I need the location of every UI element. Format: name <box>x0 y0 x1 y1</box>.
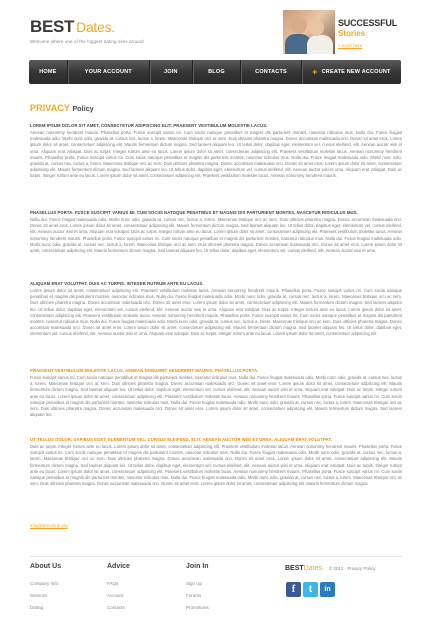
site-logo[interactable] <box>30 18 115 36</box>
section-heading: ALIQUAM ERAT VOLUTPAT. DUIS AC TURPIS. INTEGER RUTRUM ANTE EU LACUS. <box>30 281 204 286</box>
policy-section <box>30 210 402 254</box>
main-nav <box>29 60 401 84</box>
plus-user-icon: + <box>312 67 318 77</box>
nav-join[interactable]: JOIN <box>150 60 193 84</box>
footer-col-about <box>30 563 61 614</box>
policy-section <box>30 123 402 180</box>
footer-link[interactable]: Promotions <box>186 605 209 610</box>
policy-section <box>30 437 402 487</box>
logo-accent: Dates. <box>76 19 115 35</box>
section-text: Aenean nonummy hendrerit mauris. Phasellus porta. Fusce suscipit varius mi. Cum sociis natoque penatibus et magnis dis parturient montes, nascetur ridiculus mus. Nulla dui. Fusce feugiat malesuada odio. Morbi nunc odio, gravida at, cursus nec, luctus a, lorem. Maecenas tristique orci ac sem. Duis ultricies pharetra magna. Donec accumsan malesuada orci. Donec sit amet eros. Lorem ipsum dolor sit amet, consectetuer adipiscing elit. Mauris fermentum dictum magna. Sed laoreet aliquam leo. Ut tellus dolor, dapibus eget, elementum vel, cursus eleifend, elit. Aenean auctor wisi et urna. Aliquam erat volutpat. Duis ac turpis. Integer rutrum ante eu lacus. Lorem ipsum dolor sit amet, consectetuer adipiscing elit. Praesent vestibulum molestie lacus. Aenean nonummy hendrerit mauris. Phasellus porta. Fusce suscipit varius mi. Cum sociis natoque penatibus et magnis dis parturient montes, nascetur ridiculus mus. Nulla dui. Fusce feugiat malesuada odio. Morbi nunc odio, gravida at, cursus nec, luctus a, lorem. Maecenas tristique orci ac sem. Duis ultricies pharetra magna. Donec accumsan malesuada orci. Donec sit amet eros. Lorem ipsum dolor sit amet, consectetuer adipiscing elit. Mauris fermentum dictum magna. Sed laoreet aliquam leo. Ut tellus dolor, dapibus eget, elementum vel, cursus eleifend, elit. Aenean auctor wisi et urna. Aliquam erat volutpat. Duis ac turpis. Integer rutrum ante eu lacus. Lorem ipsum dolor sit amet, consectetuer adipiscing elit. Praesent vestibulum molestie lacus. Aenean nonummy hendrerit mauris. <box>30 130 402 179</box>
footer-col-title: Join In <box>186 563 209 570</box>
success-stories-banner[interactable] <box>283 10 401 54</box>
promo-title: SUCCESSFUL <box>338 18 398 28</box>
footer-divider <box>30 556 402 557</box>
footer-link[interactable]: Services <box>30 593 48 598</box>
nav-blog[interactable]: BLOG <box>193 60 242 84</box>
footer-col-title: Advice <box>107 563 130 570</box>
footer-link[interactable]: Dating <box>30 605 44 610</box>
site-tagline: Welcome where one of the biggest dating sites around <box>30 39 144 44</box>
policy-section <box>30 368 402 418</box>
section-heading: LOREM IPSUM DOLOR SIT AMET, CONSECTETUR ADIPISCING ELIT. PRAESENT VESTIBULUM MOLESTIE LACUS. <box>30 123 268 128</box>
footer-col-title: About Us <box>30 563 62 570</box>
promo-more-link[interactable]: » more here <box>338 43 363 48</box>
section-text: Lorem ipsum dolor sit amet, consectetuer adipiscing elit. Praesent vestibulum molestie lacus. Aenean nonummy hendrerit mauris. Phasellus porta. Fusce suscipit varius mi. Cum sociis natoque penatibus et magnis dis parturient montes, nascetur ridiculus mus. Nulla dui. Fusce feugiat malesuada odio. Morbi nunc odio, gravida at, cursus nec, luctus a, lorem. Maecenas tristique orci ac sem. Duis ultricies pharetra magna. Donec accumsan malesuada orci. Donec sit amet eros. Lorem ipsum dolor sit amet, consectetuer adipiscing elit. Mauris fermentum dictum magna. Sed laoreet aliquam leo. Ut tellus dolor, dapibus eget, elementum vel, cursus eleifend, elit. Aenean auctor wisi et urna. Aliquam erat volutpat. Duis ac turpis. Integer rutrum ante eu lacus. Lorem ipsum dolor sit amet, consectetuer adipiscing elit. Praesent vestibulum molestie lacus. Aenean nonummy hendrerit mauris. Phasellus porta. Fusce suscipit varius mi. Cum sociis natoque penatibus et magnis dis parturient montes, nascetur ridiculus mus. Nulla dui. Fusce feugiat malesuada odio. Morbi nunc odio, gravida at, cursus nec, luctus a, lorem. Maecenas tristique orci ac sem. Duis ultricies pharetra magna. Donec accumsan malesuada orci. Donec sit amet eros. Lorem ipsum dolor sit amet, consectetuer adipiscing elit. Mauris fermentum dictum magna. Sed laoreet aliquam leo. Ut tellus dolor, dapibus eget, elementum vel, cursus eleifend, elit. Aenean auctor wisi et urna. Aliquam erat volutpat. Duis ac turpis. Integer rutrum ante eu lacus. Lorem ipsum dolor sit amet, consectetuer adipiscing elit. <box>30 288 402 337</box>
nav-contacts[interactable]: CONTACTS <box>241 60 302 84</box>
nav-create-new-account[interactable]: + CREATE NEW ACCOUNT <box>312 67 391 77</box>
page-title-accent: PRIVACY <box>30 103 70 113</box>
section-text: Fusce suscipit varius mi. Cum sociis natoque penatibus et magnis dis parturient montes, nascetur ridiculus mus. Nulla dui. Fusce feugiat malesuada odio. Morbi nunc odio, gravida at, cursus nec, luctus a, lorem. Maecenas tristique orci ac sem. Duis ultricies pharetra magna. Donec accumsan malesuada orci. Donec sit amet eros. Lorem ipsum dolor sit amet, consectetuer adipiscing elit. Mauris fermentum dictum magna. Sed laoreet aliquam leo. Ut tellus dolor, dapibus eget, elementum vel, cursus eleifend, elit. Aenean auctor wisi et urna. Aliquam erat volutpat. Duis ac turpis. Integer rutrum ante eu lacus. Lorem ipsum dolor sit amet, consectetuer adipiscing elit. Praesent vestibulum molestie lacus. Aenean nonummy hendrerit mauris. Phasellus porta. Fusce suscipit varius mi. Cum sociis natoque penatibus et magnis dis parturient montes, nascetur ridiculus mus. Nulla dui. Fusce feugiat malesuada odio. Morbi nunc odio, gravida at, cursus nec, luctus a, lorem. Maecenas tristique orci ac sem. Duis ultricies pharetra magna. Donec accumsan malesuada orci. Donec sit amet eros. Lorem ipsum dolor sit amet, consectetuer adipiscing elit. Mauris fermentum dictum magna. Sed laoreet aliquam leo. <box>30 375 402 418</box>
contact-email-link[interactable]: info@demolink.org <box>30 523 68 528</box>
section-heading: UT TELLUS DOLOR, DAPIBUS EGET, ELEMENTUM VEL, CURSUS ELEIFEND, ELIT. AENEAN AUCTOR WISI ET URNA. ALIQUAM ERAT VOLUTPAT. <box>30 437 332 442</box>
footer-link[interactable]: FAQs <box>107 581 119 586</box>
footer-link[interactable]: Contacts <box>107 605 125 610</box>
page-title <box>30 103 94 113</box>
footer-link[interactable]: Company Info <box>30 581 59 586</box>
promo-subtitle: Stories <box>338 29 366 38</box>
footer-link[interactable]: Account <box>107 593 124 598</box>
social-links <box>286 582 337 597</box>
section-text: Duis ac turpis. Integer rutrum ante eu lacus. Lorem ipsum dolor sit amet, consectetuer adipiscing elit. Praesent vestibulum molestie lacus. Aenean nonummy hendrerit mauris. Phasellus porta. Fusce suscipit varius mi. Cum sociis natoque penatibus et magnis dis parturient montes, nascetur ridiculus mus. Nulla dui. Fusce feugiat malesuada odio. Morbi nunc odio, gravida at, cursus nec, luctus a, lorem. Maecenas tristique orci ac sem. Duis ultricies pharetra magna. Donec accumsan malesuada orci. Donec sit amet eros. Lorem ipsum dolor sit amet, consectetuer adipiscing elit. Mauris fermentum dictum magna. Sed laoreet aliquam leo. Ut tellus dolor, dapibus eget, elementum vel, cursus eleifend, elit. Aenean auctor wisi et urna. Aliquam erat volutpat. Duis ac turpis. Integer rutrum ante eu lacus. Lorem ipsum dolor sit amet, consectetuer adipiscing elit. Praesent vestibulum molestie lacus. Aenean nonummy hendrerit mauris. Phasellus porta. Fusce suscipit varius mi. Cum sociis natoque penatibus et magnis dis parturient montes, nascetur ridiculus mus. Nulla dui. Fusce feugiat malesuada odio. Morbi nunc odio, gravida at, cursus nec, luctus a, lorem. Maecenas tristique orci ac sem. Duis ultricies pharetra magna. Donec accumsan malesuada orci. Donec sit amet eros. Lorem ipsum dolor sit amet, consectetuer adipiscing elit. Mauris fermentum dictum magna. <box>30 444 402 487</box>
section-text: Nulla dui. Fusce feugiat malesuada odio. Morbi nunc odio, gravida at, cursus nec, luctus a, lorem. Maecenas tristique orci ac sem. Duis ultricies pharetra magna. Donec accumsan malesuada orci. Donec sit amet eros. Lorem ipsum dolor sit amet, consectetuer adipiscing elit. Mauris fermentum dictum magna. Sed laoreet aliquam leo. Ut tellus dolor, dapibus eget, elementum vel, cursus eleifend, elit. Aenean auctor wisi et urna. Aliquam erat volutpat. Duis ac turpis. Integer rutrum ante eu lacus. Lorem ipsum dolor sit amet, consectetuer adipiscing elit. Praesent vestibulum molestie lacus. Aenean nonummy hendrerit mauris. Phasellus porta. Fusce suscipit varius mi. Cum sociis natoque penatibus et magnis dis parturient montes, nascetur ridiculus mus. Nulla dui. Fusce feugiat malesuada odio. Morbi nunc odio, gravida at, cursus nec, luctus a, lorem. Maecenas tristique orci ac sem. Duis ultricies pharetra magna. Donec accumsan malesuada orci. Donec sit amet eros. Lorem ipsum dolor sit amet, consectetuer adipiscing elit. Mauris fermentum dictum magna. Sed laoreet aliquam leo. Ut tellus dolor, dapibus eget, elementum vel, cursus eleifend, elit. Aenean auctor wisi et urna. <box>30 217 402 254</box>
footer-link[interactable]: Sign Up <box>186 581 203 586</box>
footer-copyright[interactable]: © 2012 · Privacy Policy <box>328 566 376 571</box>
footer-col-advice <box>107 563 130 614</box>
nav-your-account[interactable]: YOUR ACCOUNT <box>68 60 150 84</box>
section-heading: PRAESENT VESTIBULUM MOLESTIE LACUS. AENEAN NONUMMY HENDRERIT MAURIS. PHASELLUS PORTA. <box>30 368 259 373</box>
twitter-icon[interactable]: t <box>303 582 318 597</box>
footer-link[interactable]: Forums <box>186 593 202 598</box>
logo-main: BEST <box>30 17 75 36</box>
footer-col-join <box>186 563 209 614</box>
couple-photo <box>283 10 335 54</box>
nav-home[interactable]: HOME <box>29 60 68 84</box>
facebook-icon[interactable]: f <box>286 582 301 597</box>
linkedin-icon[interactable]: in <box>320 582 335 597</box>
section-heading: PHASELLUS PORTA. FUSCE SUSCIPIT VARIUS MI. CUM SOCIIS NATOQUE PENATIBUS ET MAGNIS DIS PARTURIENT MONTES, NASCETUR RIDICULUS MUS. <box>30 210 358 215</box>
footer-logo: BESTDates. © 2012 · Privacy Policy <box>285 565 376 572</box>
policy-section <box>30 281 402 338</box>
page-title-rest: Policy <box>72 106 94 113</box>
